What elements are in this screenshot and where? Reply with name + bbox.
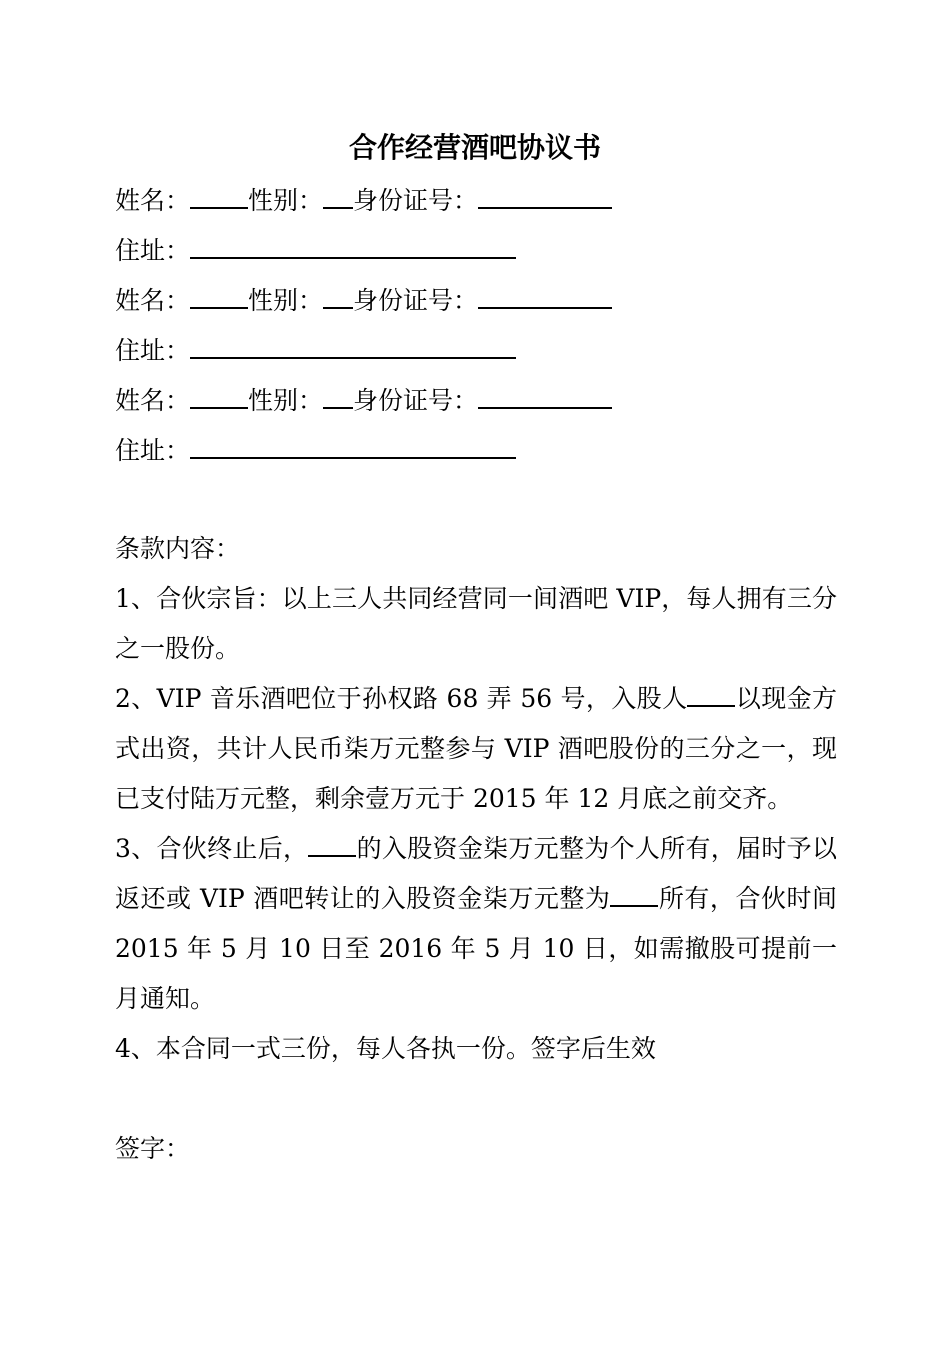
party-1-address-line xyxy=(115,229,516,269)
clause-4: 4、本合同一式三份，每人各执一份。签字后生效 xyxy=(115,1034,656,1063)
clause-3 xyxy=(115,824,837,1024)
name-label: 姓名： xyxy=(115,286,191,315)
clause-3-part-b: 的入股资金柒万元整为个人所有，届时予以返还或 VIP 酒吧转让的入股资金柒万元整为 xyxy=(115,834,837,913)
party-2-info-line xyxy=(115,279,612,319)
terms-heading: 条款内容： xyxy=(115,534,241,563)
gender-label: 性别： xyxy=(248,186,324,215)
id-label: 身份证号： xyxy=(353,186,479,215)
id-blank xyxy=(478,379,612,409)
party-3-info-line xyxy=(115,379,612,419)
shareholder-blank xyxy=(687,675,735,707)
id-blank xyxy=(478,179,612,209)
owner-blank xyxy=(308,825,356,857)
address-label: 住址： xyxy=(115,336,191,365)
party-1-info-line xyxy=(115,179,612,219)
id-blank xyxy=(478,279,612,309)
party-2-address-line xyxy=(115,329,516,369)
name-blank xyxy=(190,179,248,209)
clause-2 xyxy=(115,674,837,824)
name-blank xyxy=(190,379,248,409)
address-blank xyxy=(190,229,516,259)
gender-label: 性别： xyxy=(248,286,324,315)
address-label: 住址： xyxy=(115,436,191,465)
name-blank xyxy=(190,279,248,309)
clause-2-part-a: 2、VIP 音乐酒吧位于孙权路 68 弄 56 号，入股人 xyxy=(115,684,688,713)
clause-3-part-c: 所有，合伙时间 2015 年 5 月 10 日至 2016 年 5 月 10 日，如需撤股可提前一月通知。 xyxy=(115,884,837,1013)
clause-1: 1、合伙宗旨：以上三人共同经营同一间酒吧 VIP，每人拥有三分之一股份。 xyxy=(115,584,837,663)
gender-blank xyxy=(323,279,353,309)
recipient-blank xyxy=(610,875,658,907)
address-label: 住址： xyxy=(115,236,191,265)
id-label: 身份证号： xyxy=(353,286,479,315)
document-title: 合作经营酒吧协议书 xyxy=(348,131,601,164)
signature-label: 签字： xyxy=(115,1134,191,1163)
clause-3-part-a: 3、合伙终止后， xyxy=(115,834,309,863)
address-blank xyxy=(190,329,516,359)
name-label: 姓名： xyxy=(115,386,191,415)
address-blank xyxy=(190,429,516,459)
clause-2-part-b: 以现金方式出资，共计人民币柒万元整参与 VIP 酒吧股份的三分之一，现已支付陆万元整，剩余壹万元于 2015 年 12 月底之前交齐。 xyxy=(115,684,837,813)
party-3-address-line xyxy=(115,429,516,469)
gender-label: 性别： xyxy=(248,386,324,415)
gender-blank xyxy=(323,179,353,209)
id-label: 身份证号： xyxy=(353,386,479,415)
gender-blank xyxy=(323,379,353,409)
name-label: 姓名： xyxy=(115,186,191,215)
